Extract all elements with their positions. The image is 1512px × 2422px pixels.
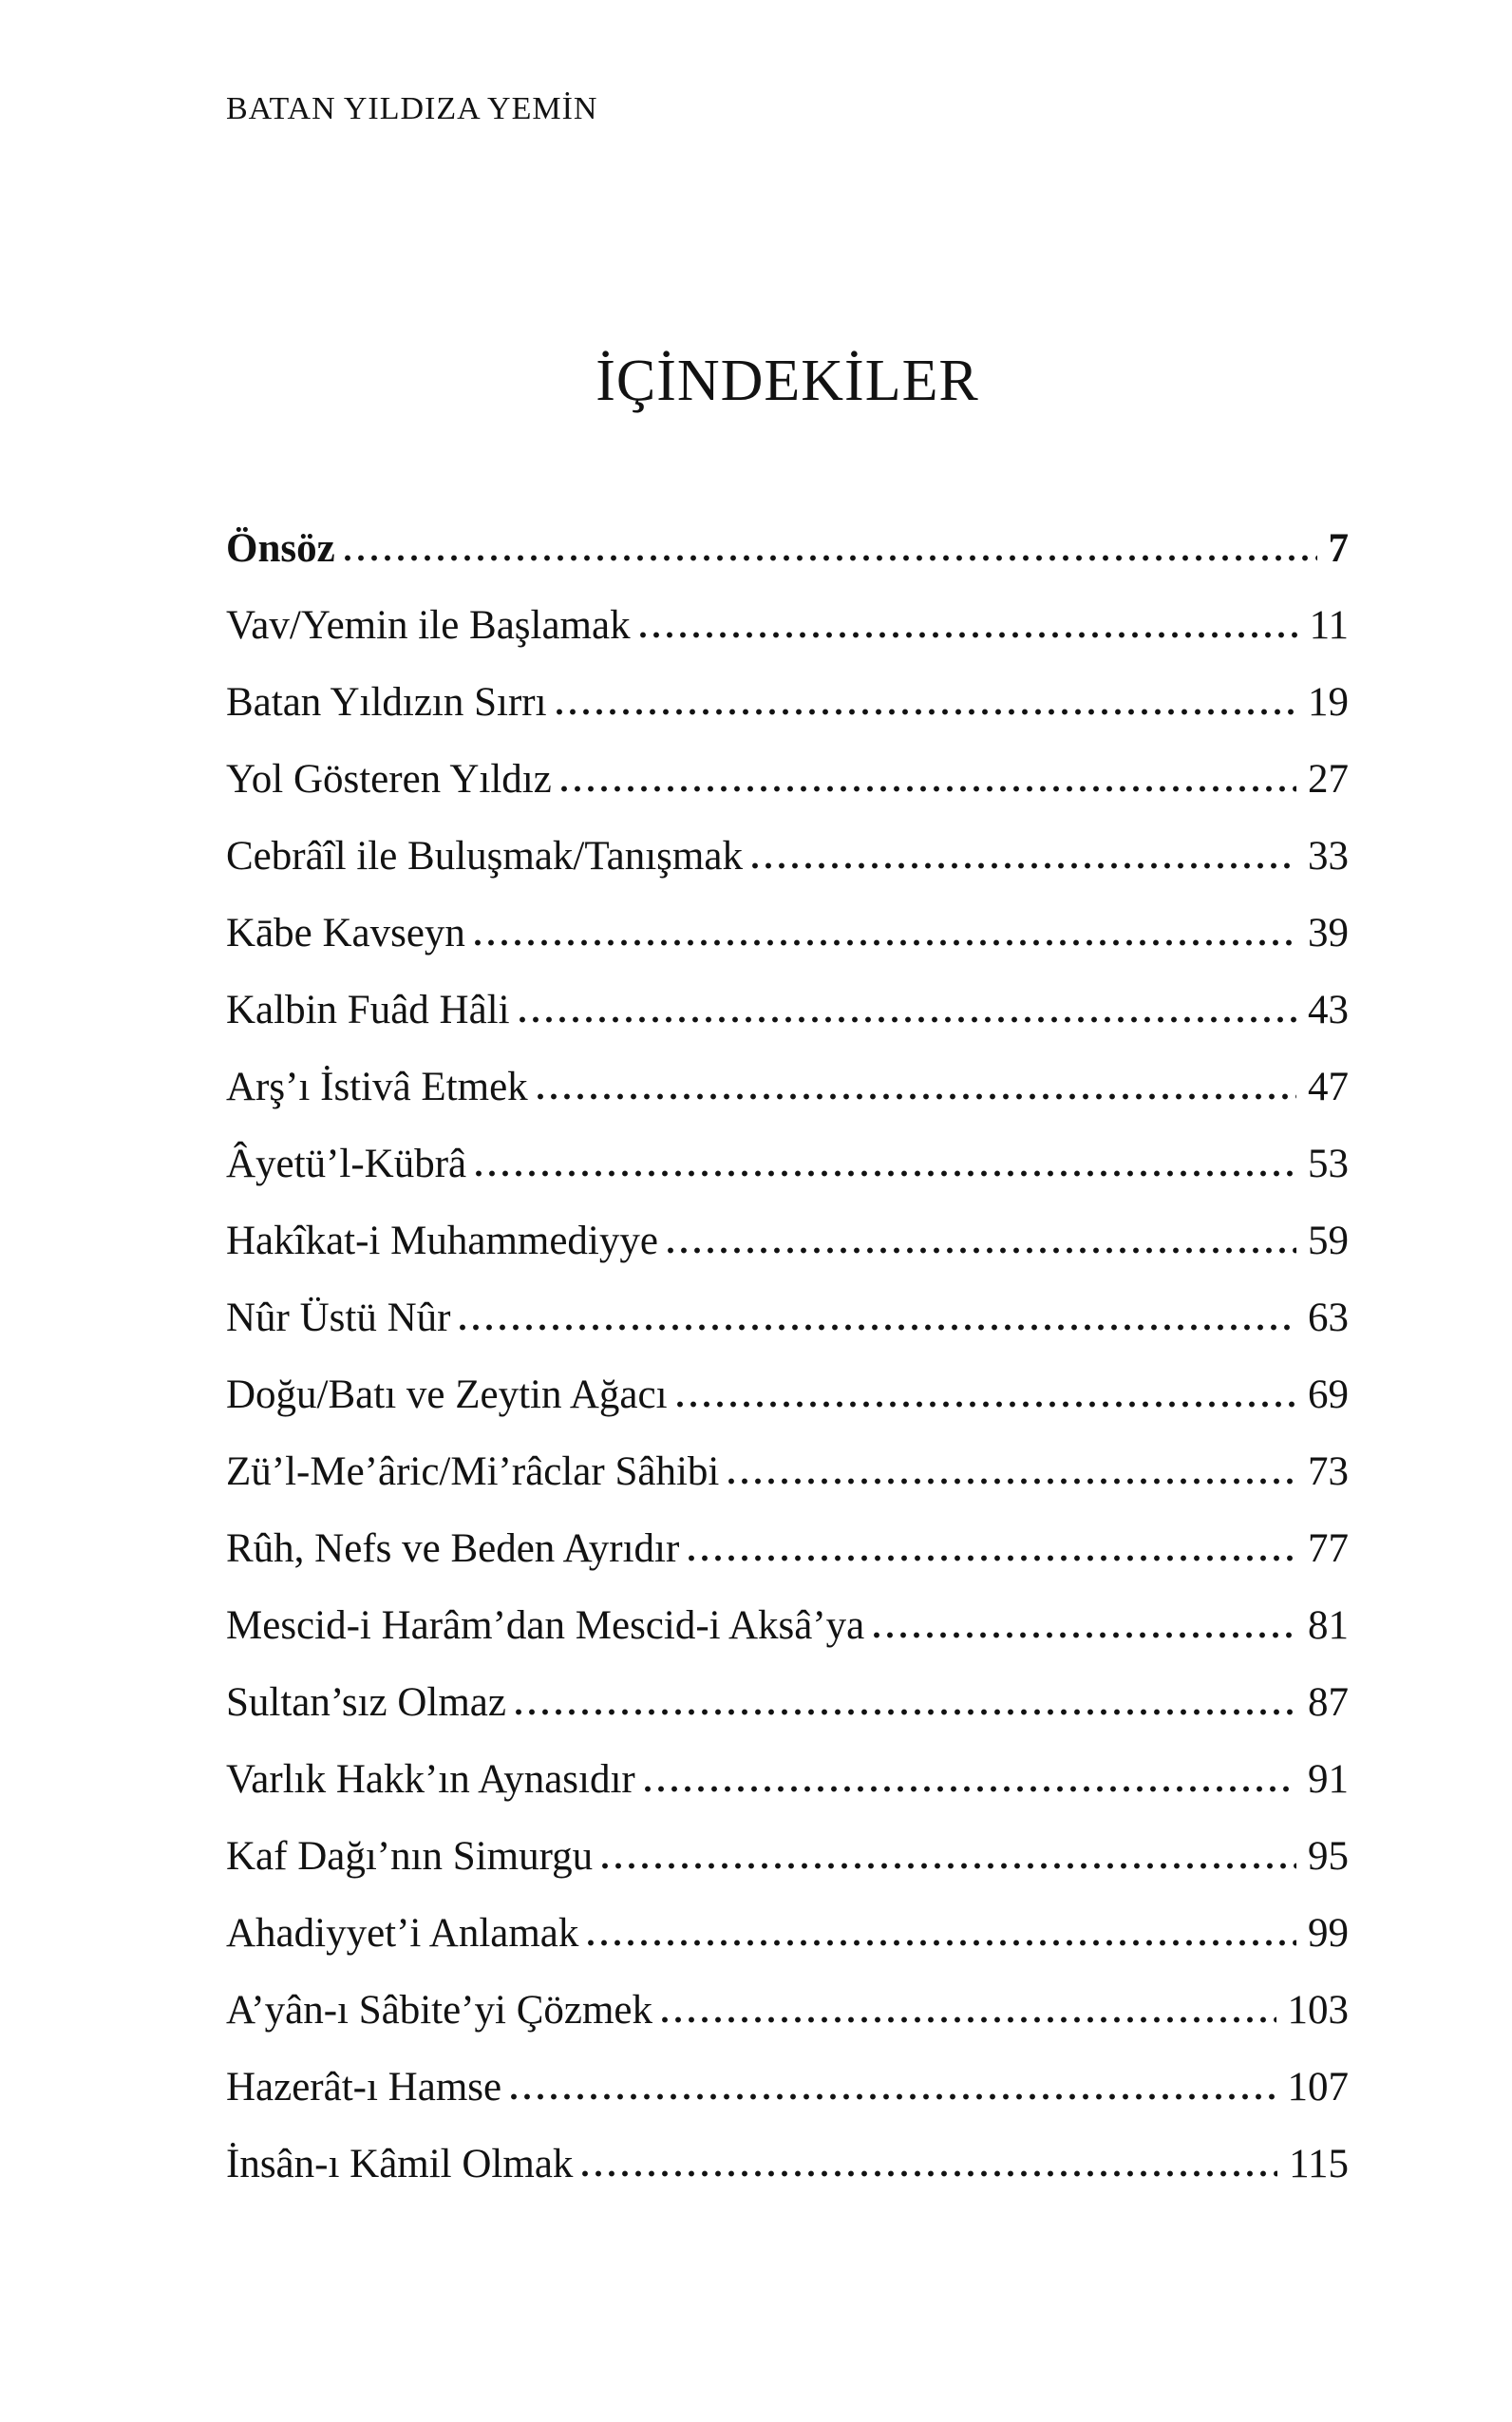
running-header: BATAN YILDIZA YEMİN [226,91,598,126]
toc-dotted-leader [728,1478,1296,1485]
toc-entry-label: Zü’l-Me’âric/Mi’râclar Sâhibi [226,1449,720,1494]
toc-entry [226,1972,1349,2049]
toc-entry [226,1664,1349,1741]
toc-dotted-leader [874,1632,1296,1638]
toc-entry-label: Arş’ı İstivâ Etmek [226,1065,528,1109]
toc-dotted-leader [582,2170,1277,2177]
toc-entry-page: 103 [1287,1988,1349,2033]
toc-entry-label: Yol Gösteren Yıldız [226,757,552,802]
toc-entry [226,972,1349,1049]
toc-entry-label: Kābe Kavseyn [226,911,465,956]
toc-dotted-leader [561,785,1296,792]
toc-dotted-leader [662,2016,1276,2023]
toc-dotted-leader [677,1401,1296,1408]
toc-dotted-leader [476,1170,1296,1177]
toc-entry [226,1049,1349,1126]
toc-entry-page: 77 [1308,1526,1349,1571]
toc-entry [226,510,1349,587]
toc-entry-label: Ahadiyyet’i Anlamak [226,1911,579,1956]
toc-dotted-leader [511,2093,1276,2100]
toc-entry [226,1433,1349,1510]
toc-entry-label: Vav/Yemin ile Başlamak [226,603,631,648]
toc-entry-page: 73 [1308,1449,1349,1494]
toc-entry [226,1895,1349,1972]
toc-entry [226,1126,1349,1202]
toc-entry [226,1818,1349,1895]
toc-entry-label: Önsöz [226,526,335,571]
toc-entry-label: Hazerât-ı Hamse [226,2065,502,2110]
toc-dotted-leader [602,1863,1296,1869]
toc-dotted-leader [557,709,1296,715]
toc-entry-page: 91 [1308,1757,1349,1802]
page-title: İÇİNDEKİLER [595,349,979,413]
toc-entry-page: 115 [1289,2142,1349,2186]
toc-entry [226,1510,1349,1587]
toc-entry-page: 95 [1308,1834,1349,1879]
toc-entry-page: 7 [1328,526,1349,571]
toc-entry-label: Rûh, Nefs ve Beden Ayrıdır [226,1526,680,1571]
toc-entry-label: Nûr Üstü Nûr [226,1296,451,1340]
toc-entry [226,818,1349,895]
toc-entry [226,587,1349,664]
toc-entry-label: Mescid-i Harâm’dan Mescid-i Aksâ’ya [226,1603,865,1648]
toc-entry [226,1356,1349,1433]
toc-entry-label: A’yân-ı Sâbite’yi Çözmek [226,1988,653,2033]
toc-dotted-leader [516,1709,1296,1715]
toc-entry [226,1587,1349,1664]
toc-dotted-leader [689,1555,1296,1561]
toc-dotted-leader [645,1786,1296,1792]
toc-entry-label: Hakîkat-i Muhammediyye [226,1219,658,1263]
toc-entry [226,664,1349,741]
toc-dotted-leader [520,1016,1296,1023]
toc-entry-label: İnsân-ı Kâmil Olmak [226,2142,574,2186]
toc-entry-page: 99 [1308,1911,1349,1956]
toc-dotted-leader [588,1939,1296,1946]
toc-dotted-leader [752,862,1296,869]
toc-entry-page: 87 [1308,1680,1349,1725]
toc-entry-page: 81 [1308,1603,1349,1648]
toc-entry-label: Âyetü’l-Kübrâ [226,1142,467,1186]
toc-entry [226,1279,1349,1356]
toc-entry-page: 39 [1308,911,1349,956]
toc-entry-page: 69 [1308,1372,1349,1417]
toc-entry-label: Batan Yıldızın Sırrı [226,680,547,725]
toc-entry-label: Kaf Dağı’nın Simurgu [226,1834,594,1879]
toc-entry-page: 107 [1287,2065,1349,2110]
toc-entry-page: 11 [1309,603,1349,648]
toc-entry [226,1202,1349,1279]
toc-entry-page: 27 [1308,757,1349,802]
toc-dotted-leader [460,1324,1296,1331]
toc-entry-page: 53 [1308,1142,1349,1186]
toc-entry-label: Cebrâîl ile Buluşmak/Tanışmak [226,834,743,879]
toc-entry-page: 43 [1308,988,1349,1032]
toc-entry-page: 33 [1308,834,1349,879]
toc-entry-page: 63 [1308,1296,1349,1340]
toc-entry-page: 59 [1308,1219,1349,1263]
toc-entry-label: Sultan’sız Olmaz [226,1680,506,1725]
toc-dotted-leader [475,939,1296,946]
toc-entry [226,741,1349,818]
toc-entry [226,895,1349,972]
toc-dotted-leader [640,632,1298,638]
toc-entry [226,2049,1349,2126]
toc-entry-label: Kalbin Fuâd Hâli [226,988,510,1032]
toc-dotted-leader [668,1247,1296,1254]
toc-dotted-leader [345,555,1317,561]
toc-dotted-leader [538,1093,1296,1100]
toc-entry-label: Varlık Hakk’ın Aynasıdır [226,1757,635,1802]
table-of-contents [226,510,1349,2203]
toc-entry-label: Doğu/Batı ve Zeytin Ağacı [226,1372,668,1417]
toc-entry-page: 19 [1308,680,1349,725]
toc-entry [226,1741,1349,1818]
toc-entry [226,2126,1349,2203]
toc-entry-page: 47 [1308,1065,1349,1109]
